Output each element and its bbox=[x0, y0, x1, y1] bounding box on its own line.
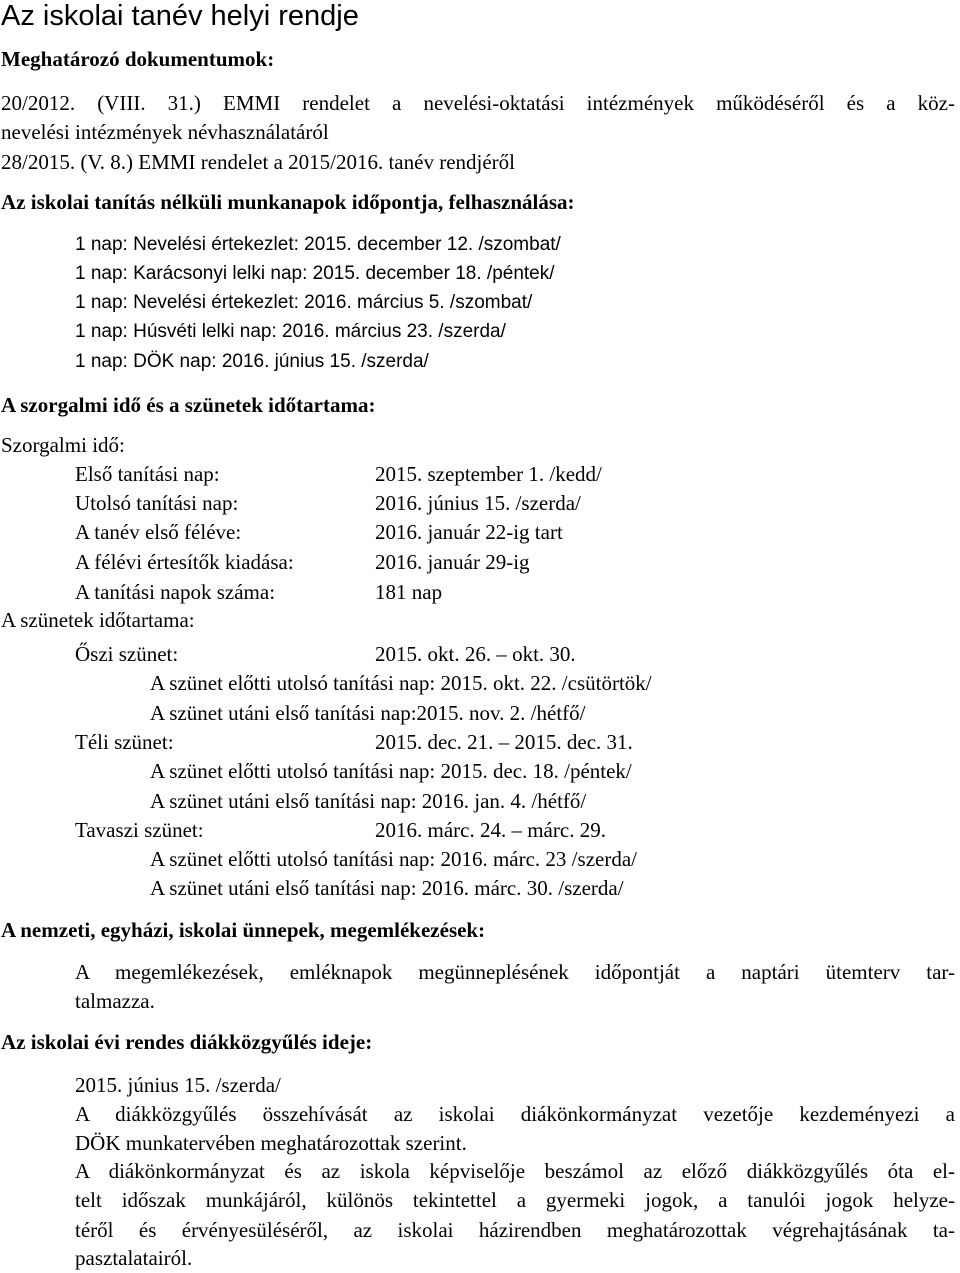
term-heading: A szorgalmi idő és a szünetek időtartama: bbox=[1, 393, 376, 417]
autumn-break-label: Őszi szünet: bbox=[75, 642, 179, 666]
documents-heading: Meghatározó dokumentumok: bbox=[1, 47, 275, 71]
term-label: Utolsó tanítási nap: bbox=[75, 491, 239, 515]
workday-item: 1 nap: Húsvéti lelki nap: 2016. március 23. /szerda/ bbox=[75, 321, 506, 342]
term-value: 2016. január 22-ig tart bbox=[375, 520, 563, 544]
term-value: 181 nap bbox=[375, 580, 443, 604]
assembly-heading: Az iskolai évi rendes diákközgyűlés ideje: bbox=[1, 1030, 373, 1054]
autumn-first-day: A szünet utáni első tanítási nap:2015. nov. 2. /hétfő/ bbox=[150, 701, 586, 725]
winter-break-label: Téli szünet: bbox=[75, 730, 174, 754]
page-title: Az iskolai tanév helyi rendje bbox=[1, 0, 359, 32]
assembly-paragraph-2-line-4: pasztalatairól. bbox=[75, 1246, 193, 1270]
documents-line-2: nevelési intézmények névhasználatáról bbox=[1, 120, 329, 144]
term-label: A félévi értesítők kiadása: bbox=[75, 550, 294, 574]
assembly-paragraph-2-line-3: téről és érvényesüléséről, az iskolai házirendben meghatározottak végrehajtásának ta- bbox=[75, 1218, 955, 1242]
assembly-date: 2015. június 15. /szerda/ bbox=[75, 1073, 281, 1097]
documents-line-3: 28/2015. (V. 8.) EMMI rendelet a 2015/2016. tanév rendjéről bbox=[1, 150, 515, 174]
documents-line-1: 20/2012. (VIII. 31.) EMMI rendelet a nevelési-oktatási intézmények működéséről és a köz- bbox=[1, 91, 955, 115]
term-label: A tanév első féléve: bbox=[75, 520, 242, 544]
term-subheading: Szorgalmi idő: bbox=[1, 433, 125, 457]
holidays-line-2: talmazza. bbox=[75, 989, 155, 1013]
workdays-heading: Az iskolai tanítás nélküli munkanapok időpontja, felhasználása: bbox=[1, 190, 575, 214]
autumn-last-day: A szünet előtti utolsó tanítási nap: 2015. okt. 22. /csütörtök/ bbox=[150, 671, 652, 695]
term-value: 2016. január 29-ig bbox=[375, 550, 530, 574]
assembly-paragraph-2-line-2: telt időszak munkájáról, különös tekintettel a gyermeki jogok, a tanulói jogok helyze- bbox=[75, 1188, 955, 1212]
spring-first-day: A szünet utáni első tanítási nap: 2016. márc. 30. /szerda/ bbox=[150, 876, 624, 900]
term-value: 2016. június 15. /szerda/ bbox=[375, 491, 581, 515]
workday-item: 1 nap: Nevelési értekezlet: 2016. március 5. /szombat/ bbox=[75, 292, 533, 313]
winter-break-value: 2015. dec. 21. – 2015. dec. 31. bbox=[375, 730, 633, 754]
assembly-paragraph-1-line-2: DÖK munkatervében meghatározottak szerint. bbox=[75, 1131, 467, 1155]
term-label: Első tanítási nap: bbox=[75, 462, 220, 486]
assembly-paragraph-2-line-1: A diákönkormányzat és az iskola képviselője beszámol az előző diákközgyűlés óta el- bbox=[75, 1159, 955, 1183]
term-label: A tanítási napok száma: bbox=[75, 580, 276, 604]
assembly-paragraph-1-line-1: A diákközgyűlés összehívását az iskolai diákönkormányzat vezetője kezdeményezi a bbox=[75, 1102, 955, 1126]
workday-item: 1 nap: Karácsonyi lelki nap: 2015. december 18. /péntek/ bbox=[75, 263, 555, 284]
autumn-break-value: 2015. okt. 26. – okt. 30. bbox=[375, 642, 576, 666]
workday-item: 1 nap: Nevelési értekezlet: 2015. december 12. /szombat/ bbox=[75, 234, 561, 255]
winter-first-day: A szünet utáni első tanítási nap: 2016. jan. 4. /hétfő/ bbox=[150, 789, 587, 813]
spring-break-value: 2016. márc. 24. – márc. 29. bbox=[375, 818, 606, 842]
breaks-heading: A szünetek időtartama: bbox=[1, 608, 195, 632]
spring-break-label: Tavaszi szünet: bbox=[75, 818, 204, 842]
spring-last-day: A szünet előtti utolsó tanítási nap: 2016. márc. 23 /szerda/ bbox=[150, 847, 637, 871]
winter-last-day: A szünet előtti utolsó tanítási nap: 2015. dec. 18. /péntek/ bbox=[150, 759, 632, 783]
holidays-heading: A nemzeti, egyházi, iskolai ünnepek, megemlékezések: bbox=[1, 918, 486, 942]
holidays-line-1: A megemlékezések, emléknapok megünneplésének időpontját a naptári ütemterv tar- bbox=[75, 960, 955, 984]
workday-item: 1 nap: DÖK nap: 2016. június 15. /szerda/ bbox=[75, 351, 429, 372]
term-value: 2015. szeptember 1. /kedd/ bbox=[375, 462, 602, 486]
